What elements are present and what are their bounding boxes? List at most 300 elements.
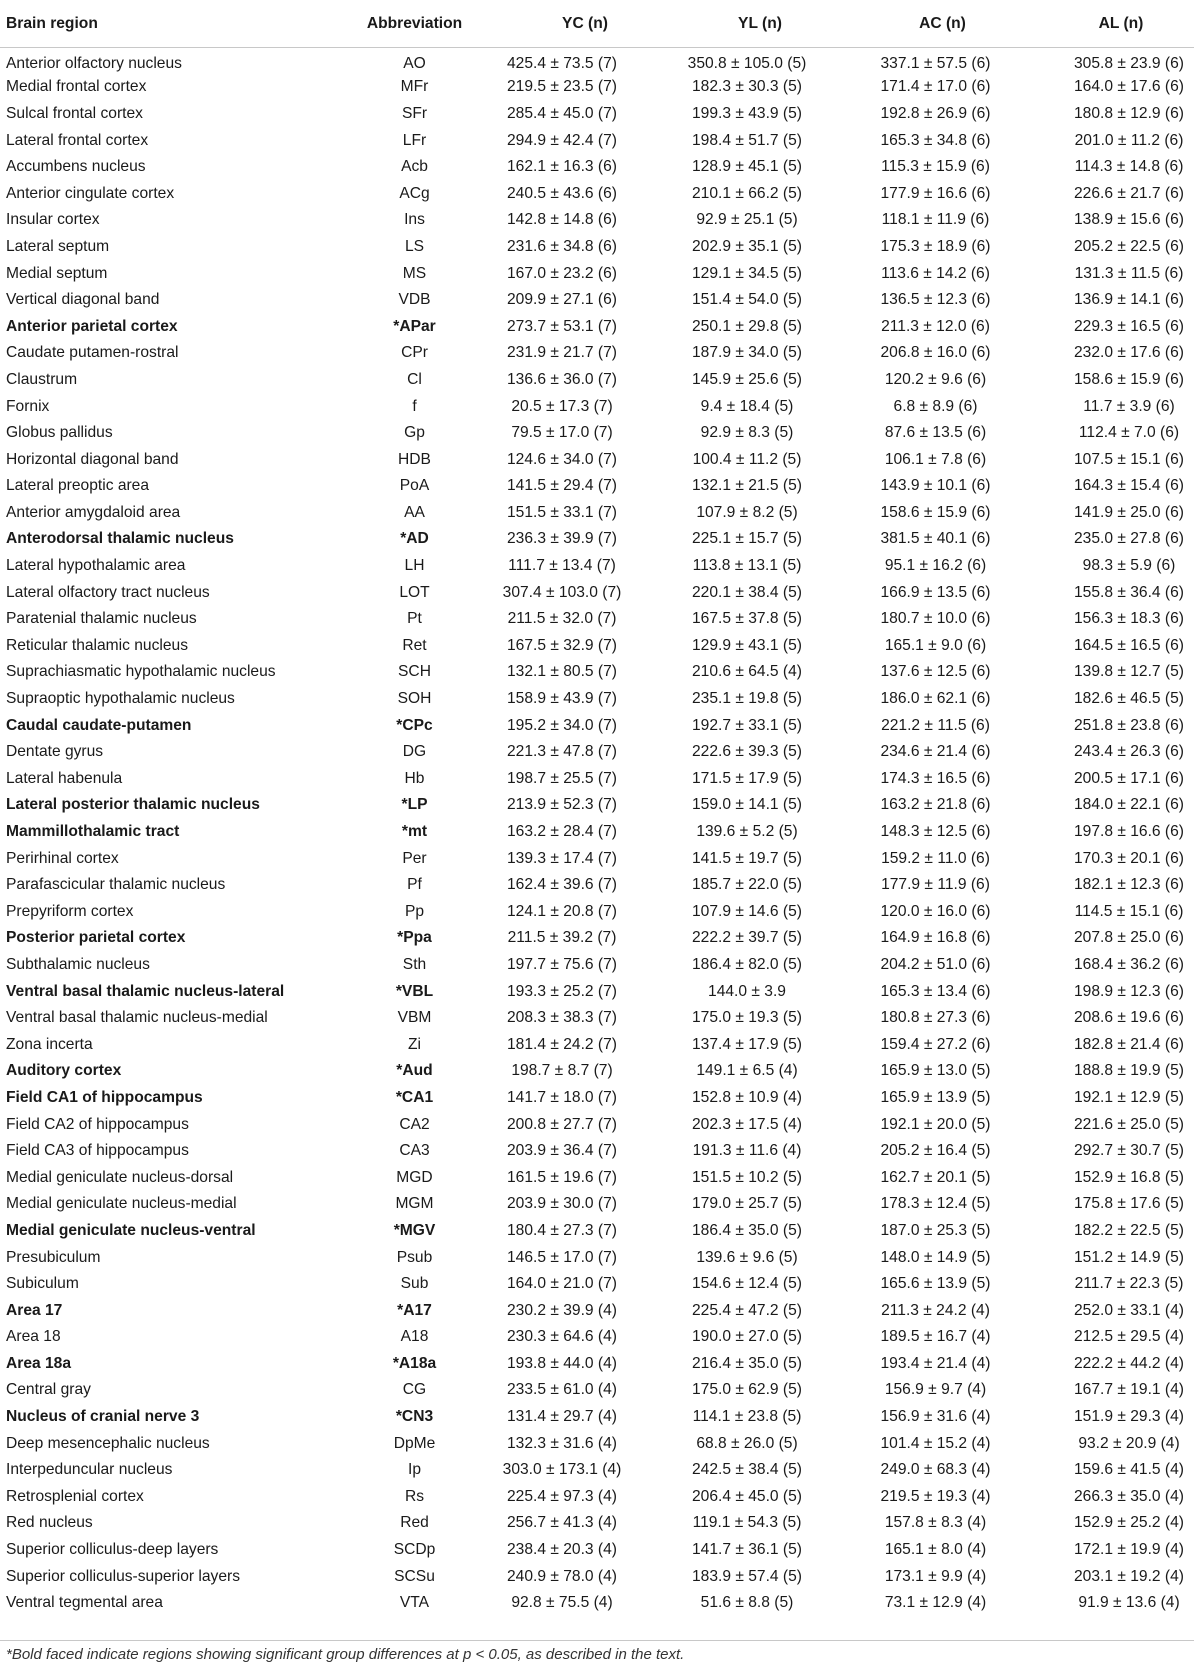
- al-value-cell: 152.9 ± 16.8 (5): [1074, 1168, 1184, 1186]
- yc-value-cell: 195.2 ± 34.0 (7): [507, 716, 617, 734]
- al-value-cell: 221.6 ± 25.0 (5): [1074, 1115, 1184, 1133]
- table-footnote: *Bold faced indicate regions showing significant group differences at p < 0.05, as described in the text.: [6, 1646, 685, 1663]
- al-value-cell: 170.3 ± 20.1 (6): [1074, 849, 1184, 867]
- al-value-cell: 235.0 ± 27.8 (6): [1074, 530, 1184, 548]
- yl-value-cell: 206.4 ± 45.0 (5): [692, 1487, 802, 1505]
- abbreviation-cell: CPr: [401, 344, 428, 362]
- ac-value-cell: 95.1 ± 16.2 (6): [884, 557, 987, 575]
- ac-value-cell: 164.9 ± 16.8 (6): [880, 929, 991, 947]
- ac-value-cell: 173.1 ± 9.9 (4): [884, 1567, 987, 1585]
- table-row: [0, 234, 1194, 261]
- header-al-label: AL (n): [1098, 14, 1144, 32]
- region-cell: Presubiculum: [6, 1248, 101, 1266]
- abbreviation-cell: CA3: [399, 1142, 430, 1160]
- abbreviation-cell: HDB: [398, 450, 431, 468]
- ac-value-cell: 192.1 ± 20.0 (5): [880, 1115, 991, 1133]
- yl-value-cell: 185.7 ± 22.0 (5): [692, 876, 802, 894]
- al-value-cell: 266.3 ± 35.0 (4): [1074, 1487, 1184, 1505]
- al-value-cell: 198.9 ± 12.3 (6): [1074, 982, 1184, 1000]
- region-cell: Lateral hypothalamic area: [6, 557, 186, 575]
- table-row: [0, 1484, 1194, 1511]
- al-value-cell: 175.8 ± 17.6 (5): [1074, 1195, 1184, 1213]
- abbreviation-cell: DpMe: [393, 1434, 436, 1452]
- region-cell: Anterodorsal thalamic nucleus: [6, 530, 234, 548]
- table-row: [0, 1563, 1194, 1590]
- yc-value-cell: 180.4 ± 27.3 (7): [507, 1221, 617, 1239]
- abbreviation-cell: *CA1: [395, 1088, 434, 1106]
- region-cell: Area 18: [6, 1328, 61, 1346]
- table-row: [0, 180, 1194, 207]
- region-cell: Reticular thalamic nucleus: [6, 636, 189, 654]
- al-value-cell: 107.5 ± 15.1 (6): [1074, 450, 1184, 468]
- yl-value-cell: 149.1 ± 6.5 (4): [696, 1062, 798, 1080]
- table-row: [0, 1297, 1194, 1324]
- region-cell: Horizontal diagonal band: [6, 450, 179, 468]
- table-row: [0, 819, 1194, 846]
- yl-value-cell: 216.4 ± 35.0 (5): [692, 1354, 802, 1372]
- table-row: [0, 420, 1194, 447]
- region-cell: Globus pallidus: [6, 424, 113, 442]
- abbreviation-cell: *Ppa: [397, 929, 432, 947]
- yl-value-cell: 235.1 ± 19.8 (5): [692, 690, 802, 708]
- yc-value-cell: 203.9 ± 30.0 (7): [507, 1195, 617, 1213]
- header-yc: [477, 0, 647, 48]
- table-row: [0, 925, 1194, 952]
- al-value-cell: 91.9 ± 13.6 (4): [1078, 1594, 1180, 1612]
- ac-value-cell: 177.9 ± 11.9 (6): [881, 876, 990, 894]
- yc-value-cell: 111.7 ± 13.4 (7): [508, 557, 616, 575]
- yc-value-cell: 294.9 ± 42.4 (7): [507, 131, 617, 149]
- yl-value-cell: 141.7 ± 36.1 (5): [692, 1541, 802, 1559]
- al-value-cell: 151.2 ± 14.9 (5): [1074, 1248, 1184, 1266]
- yc-value-cell: 131.4 ± 29.7 (4): [507, 1408, 617, 1426]
- table-header-row: [0, 0, 1194, 48]
- table-row: [0, 659, 1194, 686]
- al-value-cell: 305.8 ± 23.9 (6): [1074, 54, 1184, 72]
- region-cell: Ventral tegmental area: [6, 1594, 163, 1612]
- region-cell: Central gray: [6, 1381, 91, 1399]
- region-cell: Posterior parietal cortex: [6, 929, 186, 947]
- yc-value-cell: 164.0 ± 21.0 (7): [507, 1275, 617, 1293]
- table-row: [0, 1085, 1194, 1112]
- table-row: [0, 792, 1194, 819]
- ac-value-cell: 73.1 ± 12.9 (4): [884, 1594, 987, 1612]
- abbreviation-cell: LH: [404, 557, 425, 575]
- yl-value-cell: 141.5 ± 19.7 (5): [692, 849, 802, 867]
- yc-value-cell: 142.8 ± 14.8 (6): [507, 211, 617, 229]
- abbreviation-cell: AA: [404, 503, 425, 521]
- region-cell: Field CA1 of hippocampus: [6, 1088, 203, 1106]
- al-value-cell: 93.2 ± 20.9 (4): [1078, 1434, 1180, 1452]
- ac-value-cell: 189.5 ± 16.7 (4): [880, 1328, 991, 1346]
- region-cell: Ventral basal thalamic nucleus-medial: [6, 1009, 268, 1027]
- region-cell: Suprachiasmatic hypothalamic nucleus: [6, 663, 276, 681]
- yl-value-cell: 225.4 ± 47.2 (5): [692, 1301, 802, 1319]
- al-value-cell: 139.8 ± 12.7 (5): [1074, 663, 1184, 681]
- ac-value-cell: 381.5 ± 40.1 (6): [880, 530, 991, 548]
- yl-value-cell: 220.1 ± 38.4 (5): [692, 583, 802, 601]
- yc-value-cell: 213.9 ± 52.3 (7): [507, 796, 617, 814]
- yc-value-cell: 198.7 ± 25.5 (7): [507, 769, 617, 787]
- yl-value-cell: 242.5 ± 38.4 (5): [692, 1461, 802, 1479]
- ac-value-cell: 206.8 ± 16.0 (6): [880, 344, 991, 362]
- region-cell: Fornix: [6, 397, 50, 415]
- abbreviation-cell: *CN3: [395, 1408, 434, 1426]
- yl-value-cell: 137.4 ± 17.9 (5): [692, 1035, 802, 1053]
- table-row: [0, 340, 1194, 367]
- region-cell: Superior colliculus-superior layers: [6, 1567, 240, 1585]
- yl-value-cell: 139.6 ± 9.6 (5): [696, 1248, 798, 1266]
- table-row: [0, 1164, 1194, 1191]
- ac-value-cell: 249.0 ± 68.3 (4): [880, 1461, 991, 1479]
- ac-value-cell: 148.3 ± 12.5 (6): [880, 823, 991, 841]
- abbreviation-cell: A18: [400, 1328, 429, 1346]
- al-value-cell: 205.2 ± 22.5 (6): [1074, 237, 1184, 255]
- region-cell: Mammillothalamic tract: [6, 823, 180, 841]
- ac-value-cell: 211.3 ± 12.0 (6): [881, 317, 990, 335]
- yl-value-cell: 191.3 ± 11.6 (4): [692, 1142, 802, 1160]
- al-value-cell: 229.3 ± 16.5 (6): [1074, 317, 1184, 335]
- al-value-cell: 164.3 ± 15.4 (6): [1074, 477, 1184, 495]
- al-value-cell: 152.9 ± 25.2 (4): [1074, 1514, 1184, 1532]
- abbreviation-cell: MGM: [395, 1195, 434, 1213]
- region-cell: Medial septum: [6, 264, 108, 282]
- region-cell: Paratenial thalamic nucleus: [6, 610, 197, 628]
- table-row: [0, 1111, 1194, 1138]
- al-value-cell: 172.1 ± 19.9 (4): [1074, 1541, 1184, 1559]
- abbreviation-cell: *A18a: [392, 1354, 437, 1372]
- yc-value-cell: 425.4 ± 73.5 (7): [507, 54, 617, 72]
- abbreviation-cell: Pf: [407, 876, 422, 894]
- ac-value-cell: 175.3 ± 18.9 (6): [880, 237, 991, 255]
- yc-value-cell: 238.4 ± 20.3 (4): [507, 1541, 617, 1559]
- ac-value-cell: 157.8 ± 8.3 (4): [884, 1514, 987, 1532]
- yc-value-cell: 307.4 ± 103.0 (7): [502, 583, 622, 601]
- table-row: [0, 1537, 1194, 1564]
- abbreviation-cell: ACg: [399, 184, 430, 202]
- region-cell: Lateral septum: [6, 237, 110, 255]
- abbreviation-cell: Hb: [404, 769, 425, 787]
- yc-value-cell: 162.4 ± 39.6 (7): [507, 876, 617, 894]
- ac-value-cell: 211.3 ± 24.2 (4): [881, 1301, 990, 1319]
- al-value-cell: 155.8 ± 36.4 (6): [1074, 583, 1184, 601]
- yl-value-cell: 154.6 ± 12.4 (5): [692, 1275, 802, 1293]
- yc-value-cell: 203.9 ± 36.4 (7): [507, 1142, 617, 1160]
- abbreviation-cell: SFr: [401, 104, 428, 122]
- abbreviation-cell: *mt: [401, 823, 428, 841]
- yl-value-cell: 107.9 ± 14.6 (5): [692, 902, 802, 920]
- ac-value-cell: 174.3 ± 16.5 (6): [880, 769, 991, 787]
- ac-value-cell: 120.2 ± 9.6 (6): [884, 370, 987, 388]
- al-value-cell: 156.3 ± 18.3 (6): [1074, 610, 1184, 628]
- yl-value-cell: 202.9 ± 35.1 (5): [692, 237, 802, 255]
- abbreviation-cell: Cl: [407, 370, 422, 388]
- yl-value-cell: 151.5 ± 10.2 (5): [692, 1168, 802, 1186]
- ac-value-cell: 165.1 ± 9.0 (6): [884, 636, 987, 654]
- region-cell: Field CA3 of hippocampus: [6, 1142, 189, 1160]
- region-cell: Lateral olfactory tract nucleus: [6, 583, 210, 601]
- yc-value-cell: 141.7 ± 18.0 (7): [507, 1088, 617, 1106]
- yc-value-cell: 209.9 ± 27.1 (6): [507, 291, 617, 309]
- table-row: [0, 1058, 1194, 1085]
- al-value-cell: 114.5 ± 15.1 (6): [1074, 902, 1184, 920]
- abbreviation-cell: *A17: [397, 1301, 432, 1319]
- yl-value-cell: 129.1 ± 34.5 (5): [692, 264, 802, 282]
- ac-value-cell: 165.9 ± 13.9 (5): [880, 1088, 991, 1106]
- abbreviation-cell: Sub: [400, 1275, 429, 1293]
- yl-value-cell: 159.0 ± 14.1 (5): [692, 796, 802, 814]
- table-row: [0, 260, 1194, 287]
- abbreviation-cell: SCH: [398, 663, 431, 681]
- yl-value-cell: 113.8 ± 13.1 (5): [692, 557, 802, 575]
- al-value-cell: 232.0 ± 17.6 (6): [1074, 344, 1184, 362]
- abbreviation-cell: *CPc: [396, 716, 433, 734]
- yc-value-cell: 208.3 ± 38.3 (7): [507, 1009, 617, 1027]
- abbreviation-cell: CA2: [399, 1115, 430, 1133]
- ac-value-cell: 234.6 ± 21.4 (6): [880, 743, 991, 761]
- ac-value-cell: 221.2 ± 11.5 (6): [881, 716, 990, 734]
- al-value-cell: 243.4 ± 26.3 (6): [1074, 743, 1184, 761]
- al-value-cell: 138.9 ± 15.6 (6): [1074, 211, 1184, 229]
- abbreviation-cell: Pt: [407, 610, 422, 628]
- yc-value-cell: 211.5 ± 32.0 (7): [507, 610, 617, 628]
- yl-value-cell: 114.1 ± 23.8 (5): [692, 1408, 802, 1426]
- abbreviation-cell: LOT: [399, 583, 430, 601]
- al-value-cell: 211.7 ± 22.3 (5): [1074, 1275, 1184, 1293]
- yl-value-cell: 119.1 ± 54.3 (5): [692, 1514, 802, 1532]
- abbreviation-cell: PoA: [399, 477, 430, 495]
- ac-value-cell: 187.0 ± 25.3 (5): [880, 1221, 991, 1239]
- abbreviation-cell: Ins: [404, 211, 425, 229]
- yc-value-cell: 124.6 ± 34.0 (7): [507, 450, 617, 468]
- yc-value-cell: 303.0 ± 173.1 (4): [502, 1461, 622, 1479]
- table-row: [0, 1590, 1194, 1617]
- header-brain-region: Brain region: [0, 0, 352, 48]
- region-cell: Auditory cortex: [6, 1062, 122, 1080]
- abbreviation-cell: *LP: [401, 796, 428, 814]
- region-cell: Anterior parietal cortex: [6, 317, 178, 335]
- table-row: [0, 473, 1194, 500]
- abbreviation-cell: LS: [404, 237, 425, 255]
- abbreviation-cell: *AD: [400, 530, 429, 548]
- yl-value-cell: 192.7 ± 33.1 (5): [692, 716, 802, 734]
- footnote-divider: [0, 1640, 1194, 1641]
- al-value-cell: 136.9 ± 14.1 (6): [1074, 291, 1184, 309]
- table-row: [0, 393, 1194, 420]
- yc-value-cell: 139.3 ± 17.4 (7): [507, 849, 617, 867]
- yc-value-cell: 225.4 ± 97.3 (4): [507, 1487, 617, 1505]
- ac-value-cell: 162.7 ± 20.1 (5): [880, 1168, 991, 1186]
- region-cell: Medial geniculate nucleus-medial: [6, 1195, 237, 1213]
- region-cell: Claustrum: [6, 370, 78, 388]
- table-row: [0, 500, 1194, 527]
- yl-value-cell: 190.0 ± 27.0 (5): [692, 1328, 802, 1346]
- table-row: [0, 1191, 1194, 1218]
- yl-value-cell: 132.1 ± 21.5 (5): [692, 477, 802, 495]
- region-cell: Insular cortex: [6, 211, 100, 229]
- region-cell: Vertical diagonal band: [6, 291, 160, 309]
- al-value-cell: 197.8 ± 16.6 (6): [1074, 823, 1184, 841]
- region-cell: Lateral habenula: [6, 769, 123, 787]
- yl-value-cell: 198.4 ± 51.7 (5): [692, 131, 802, 149]
- yc-value-cell: 79.5 ± 17.0 (7): [511, 424, 613, 442]
- abbreviation-cell: Psub: [396, 1248, 433, 1266]
- yc-value-cell: 285.4 ± 45.0 (7): [507, 104, 617, 122]
- al-value-cell: 208.6 ± 19.6 (6): [1074, 1009, 1184, 1027]
- table-row: [0, 1324, 1194, 1351]
- al-value-cell: 182.8 ± 21.4 (6): [1074, 1035, 1184, 1053]
- yl-value-cell: 350.8 ± 105.0 (5): [687, 54, 807, 72]
- region-cell: Field CA2 of hippocampus: [6, 1115, 189, 1133]
- ac-value-cell: 136.5 ± 12.3 (6): [880, 291, 991, 309]
- region-cell: Parafascicular thalamic nucleus: [6, 876, 226, 894]
- al-value-cell: 98.3 ± 5.9 (6): [1082, 557, 1176, 575]
- abbreviation-cell: MFr: [400, 78, 429, 96]
- region-cell: Sulcal frontal cortex: [6, 104, 143, 122]
- header-ac: [837, 0, 1012, 48]
- abbreviation-cell: f: [412, 397, 417, 415]
- al-value-cell: 159.6 ± 41.5 (4): [1074, 1461, 1184, 1479]
- table-row: [0, 1457, 1194, 1484]
- yc-value-cell: 256.7 ± 41.3 (4): [507, 1514, 617, 1532]
- table-body: [0, 48, 1194, 1617]
- yl-value-cell: 187.9 ± 34.0 (5): [692, 344, 802, 362]
- yc-value-cell: 136.6 ± 36.0 (7): [507, 370, 617, 388]
- table-row: [0, 1244, 1194, 1271]
- ac-value-cell: 113.6 ± 14.2 (6): [881, 264, 990, 282]
- yc-value-cell: 231.6 ± 34.8 (6): [507, 237, 617, 255]
- yl-value-cell: 182.3 ± 30.3 (5): [692, 78, 802, 96]
- al-value-cell: 200.5 ± 17.1 (6): [1074, 769, 1184, 787]
- al-value-cell: 168.4 ± 36.2 (6): [1074, 955, 1184, 973]
- table-row: [0, 1510, 1194, 1537]
- table-row: [0, 845, 1194, 872]
- ac-value-cell: 205.2 ± 16.4 (5): [880, 1142, 991, 1160]
- header-yl-label: YL (n): [738, 14, 782, 32]
- ac-value-cell: 106.1 ± 7.8 (6): [884, 450, 987, 468]
- abbreviation-cell: DG: [402, 743, 427, 761]
- abbreviation-cell: Zi: [408, 1035, 421, 1053]
- yc-value-cell: 132.1 ± 80.5 (7): [507, 663, 617, 681]
- yl-value-cell: 139.6 ± 5.2 (5): [696, 823, 798, 841]
- al-value-cell: 252.0 ± 33.1 (4): [1074, 1301, 1184, 1319]
- table-row: [0, 127, 1194, 154]
- yl-value-cell: 210.1 ± 66.2 (5): [692, 184, 802, 202]
- abbreviation-cell: MS: [402, 264, 427, 282]
- yc-value-cell: 92.8 ± 75.5 (4): [511, 1594, 613, 1612]
- yc-value-cell: 124.1 ± 20.8 (7): [507, 902, 617, 920]
- ac-value-cell: 166.9 ± 13.5 (6): [880, 583, 991, 601]
- yc-value-cell: 193.3 ± 25.2 (7): [507, 982, 617, 1000]
- yc-value-cell: 162.1 ± 16.3 (6): [507, 158, 617, 176]
- ac-value-cell: 192.8 ± 26.9 (6): [880, 104, 991, 122]
- region-cell: Superior colliculus-deep layers: [6, 1541, 219, 1559]
- abbreviation-cell: Red: [400, 1514, 429, 1532]
- ac-value-cell: 163.2 ± 21.8 (6): [880, 796, 991, 814]
- al-value-cell: 182.2 ± 22.5 (5): [1074, 1221, 1184, 1239]
- yl-value-cell: 222.6 ± 39.3 (5): [692, 743, 802, 761]
- table-row: [0, 766, 1194, 793]
- abbreviation-cell: VTA: [399, 1594, 430, 1612]
- al-value-cell: 167.7 ± 19.1 (4): [1074, 1381, 1184, 1399]
- table-row: [0, 978, 1194, 1005]
- region-cell: Prepyriform cortex: [6, 902, 134, 920]
- yl-value-cell: 51.6 ± 8.8 (5): [700, 1594, 794, 1612]
- ac-value-cell: 159.2 ± 11.0 (6): [881, 849, 990, 867]
- al-value-cell: 226.6 ± 21.7 (6): [1074, 184, 1184, 202]
- region-cell: Dentate gyrus: [6, 743, 104, 761]
- abbreviation-cell: *MGV: [393, 1221, 436, 1239]
- al-value-cell: 222.2 ± 44.2 (4): [1074, 1354, 1184, 1372]
- table-row: [0, 579, 1194, 606]
- ac-value-cell: 186.0 ± 62.1 (6): [880, 690, 991, 708]
- table-row: [0, 48, 1194, 75]
- region-cell: Anterior amygdaloid area: [6, 503, 181, 521]
- ac-value-cell: 158.6 ± 15.9 (6): [880, 503, 991, 521]
- table-row: [0, 287, 1194, 314]
- table-row: [0, 1138, 1194, 1165]
- region-cell: Area 18a: [6, 1354, 72, 1372]
- region-cell: Zona incerta: [6, 1035, 93, 1053]
- ac-value-cell: 204.2 ± 51.0 (6): [880, 955, 991, 973]
- ac-value-cell: 180.7 ± 10.0 (6): [880, 610, 991, 628]
- ac-value-cell: 120.0 ± 16.0 (6): [880, 902, 991, 920]
- yc-value-cell: 231.9 ± 21.7 (7): [507, 344, 617, 362]
- abbreviation-cell: SCDp: [393, 1541, 436, 1559]
- table-row: [0, 739, 1194, 766]
- yl-value-cell: 152.8 ± 10.9 (4): [692, 1088, 802, 1106]
- yl-value-cell: 145.9 ± 25.6 (5): [692, 370, 802, 388]
- table-row: [0, 446, 1194, 473]
- abbreviation-cell: *VBL: [395, 982, 434, 1000]
- abbreviation-cell: Per: [402, 849, 427, 867]
- yl-value-cell: 210.6 ± 64.5 (4): [692, 663, 802, 681]
- abbreviation-cell: Ip: [407, 1461, 421, 1479]
- yl-value-cell: 202.3 ± 17.5 (4): [692, 1115, 802, 1133]
- ac-value-cell: 101.4 ± 15.2 (4): [880, 1434, 991, 1452]
- abbreviation-cell: SOH: [397, 690, 432, 708]
- yc-value-cell: 198.7 ± 8.7 (7): [511, 1062, 613, 1080]
- al-value-cell: 188.8 ± 19.9 (5): [1074, 1062, 1184, 1080]
- ac-value-cell: 178.3 ± 12.4 (5): [880, 1195, 991, 1213]
- ac-value-cell: 118.1 ± 11.9 (6): [881, 211, 990, 229]
- region-cell: Ventral basal thalamic nucleus-lateral: [6, 982, 285, 1000]
- al-value-cell: 203.1 ± 19.2 (4): [1074, 1567, 1184, 1585]
- region-cell: Medial geniculate nucleus-ventral: [6, 1221, 256, 1239]
- yc-value-cell: 233.5 ± 61.0 (4): [507, 1381, 617, 1399]
- yc-value-cell: 167.5 ± 32.9 (7): [507, 636, 617, 654]
- yl-value-cell: 100.4 ± 11.2 (5): [692, 450, 802, 468]
- yl-value-cell: 128.9 ± 45.1 (5): [692, 158, 802, 176]
- table-row: [0, 367, 1194, 394]
- ac-value-cell: 193.4 ± 21.4 (4): [880, 1354, 991, 1372]
- region-cell: Anterior cingulate cortex: [6, 184, 175, 202]
- al-value-cell: 141.9 ± 25.0 (6): [1074, 503, 1184, 521]
- table-row: [0, 1377, 1194, 1404]
- abbreviation-cell: LFr: [402, 131, 427, 149]
- al-value-cell: 212.5 ± 29.5 (4): [1074, 1328, 1184, 1346]
- yl-value-cell: 171.5 ± 17.9 (5): [692, 769, 802, 787]
- yl-value-cell: 68.8 ± 26.0 (5): [696, 1434, 798, 1452]
- table-row: [0, 313, 1194, 340]
- ac-value-cell: 337.1 ± 57.5 (6): [880, 54, 991, 72]
- al-value-cell: 192.1 ± 12.9 (5): [1074, 1088, 1184, 1106]
- abbreviation-cell: Ret: [402, 636, 427, 654]
- yc-value-cell: 230.2 ± 39.9 (4): [507, 1301, 617, 1319]
- abbreviation-cell: SCSu: [394, 1567, 435, 1585]
- yl-value-cell: 186.4 ± 35.0 (5): [692, 1221, 802, 1239]
- region-cell: Lateral frontal cortex: [6, 131, 149, 149]
